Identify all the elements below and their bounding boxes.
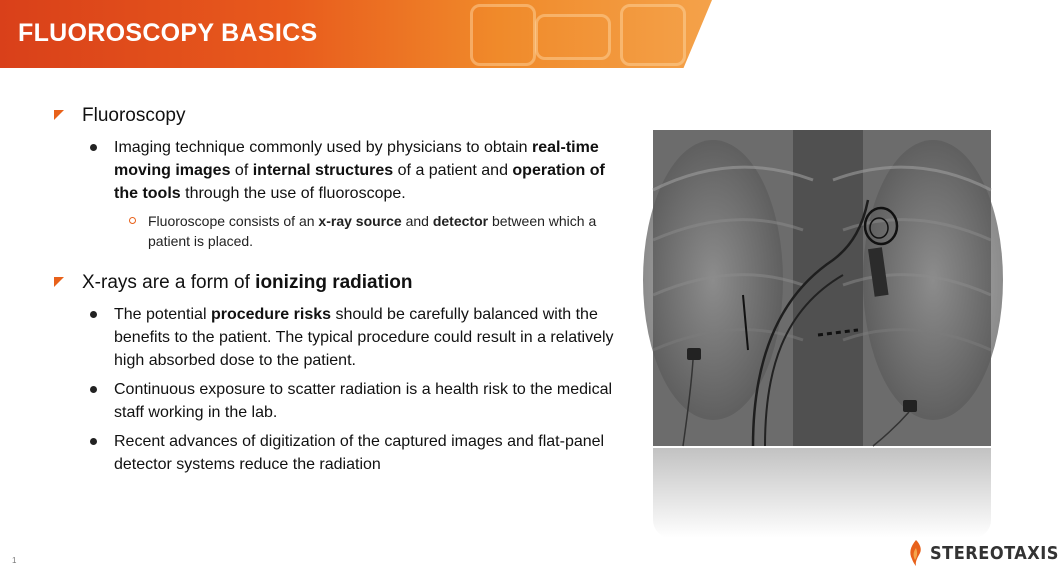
page-number: 1 xyxy=(12,556,17,565)
flame-logo-icon xyxy=(906,539,926,567)
banner-equipment-graphic xyxy=(620,4,686,66)
orange-triangle-bullet-icon xyxy=(54,110,64,120)
bullet-level2 xyxy=(52,378,632,424)
company-logo xyxy=(906,538,1059,568)
bullet-text: Imaging technique commonly used by physicians to obtain real-time moving images of internal structures of a patient and operation of the tools through the use of fluoroscope. xyxy=(114,139,605,202)
fluoroscopy-xray-image xyxy=(653,130,991,446)
bullet-level2 xyxy=(52,303,632,372)
round-bullet-icon xyxy=(90,438,97,445)
orange-triangle-bullet-icon xyxy=(54,277,64,287)
bullet-text: Continuous exposure to scatter radiation is a health risk to the medical staff working in the lab. xyxy=(114,381,613,421)
bullet-text: Recent advances of digitization of the captured images and flat-panel detector systems reduce the radiation xyxy=(114,433,605,473)
slide-title: FLUOROSCOPY BASICS xyxy=(18,19,318,47)
round-bullet-icon xyxy=(90,144,97,151)
xray-image-reflection xyxy=(653,448,991,538)
bullet-level2 xyxy=(52,136,632,205)
bullet-text: The potential procedure risks should be carefully balanced with the benefits to the patient. The typical procedure could result in a relatively high absorbed dose to the patient. xyxy=(114,306,614,369)
bullet-level1 xyxy=(52,271,632,295)
ring-bullet-icon xyxy=(129,217,136,224)
banner-equipment-graphic xyxy=(470,4,536,66)
sub-bullet-text: Fluoroscope consists of an x-ray source and detector between which a patient is placed. xyxy=(148,213,597,249)
round-bullet-icon xyxy=(90,311,97,318)
bullet-level3 xyxy=(52,211,632,251)
banner-equipment-graphic xyxy=(535,14,611,60)
bullet-level2 xyxy=(52,430,632,476)
bullet-content xyxy=(52,104,632,482)
round-bullet-icon xyxy=(90,386,97,393)
bullet-level1 xyxy=(52,104,632,128)
bullet-heading-xrays: X-rays are a form of ionizing radiation xyxy=(82,272,413,293)
slide-header xyxy=(0,0,1024,70)
xray-illustration xyxy=(653,130,991,446)
logo-text: STEREOTAXIS xyxy=(930,542,1059,564)
bullet-heading-fluoroscopy: Fluoroscopy xyxy=(82,105,186,126)
